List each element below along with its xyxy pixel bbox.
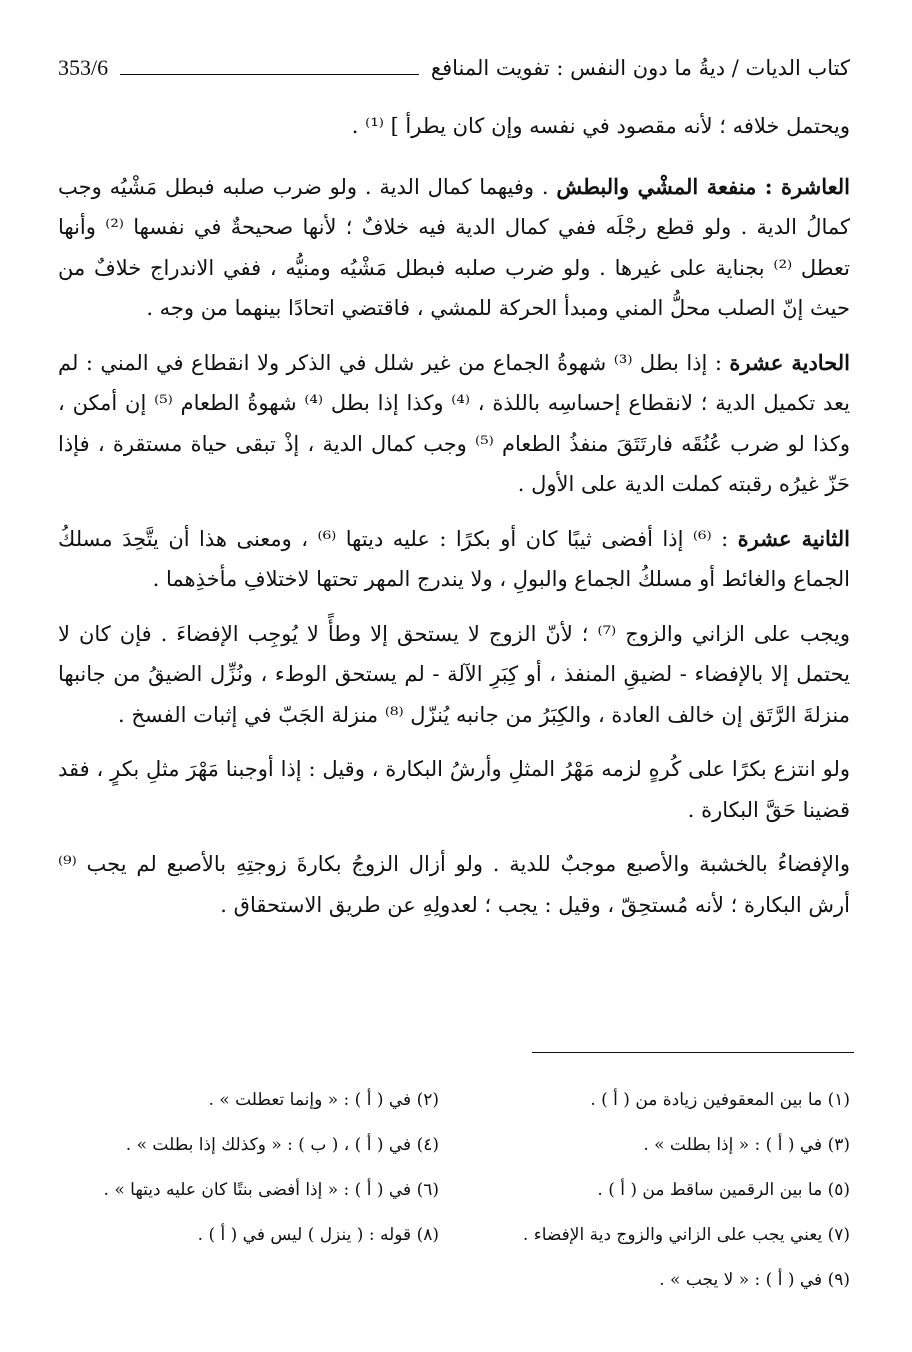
footnote: (٢) في ( أ ) : « وإنما تعطلت » . (208, 1090, 439, 1110)
footnote: (٣) في ( أ ) : « إذا بطلت » . (643, 1135, 850, 1155)
footnote: (٩) في ( أ ) : « لا يجب » . (659, 1270, 850, 1290)
paragraph-text: ويجب على الزاني والزوج ⁽⁷⁾ ؛ لأنّ الزوج لا يستحق إلا وطأً لا يُوجِب الإفضاءَ . فإن كان لا يحتمل إلا بالإفضاء - لضيقِ المنفذ ، أو كِبَرِ الآلة - لم يستحق الوطء ، ونُزِّل الضيقُ من جانبها منزلةَ الرَّتَق إن خالف العادة ، والكِبَرُ من جانبه يُنزّل ⁽⁸⁾ منزلة الجَبّ في إثبات الفسخ . (58, 621, 850, 727)
main-text (58, 106, 850, 939)
paragraph (58, 614, 850, 736)
page-header (58, 50, 850, 86)
section-heading: الحادية عشرة (729, 349, 850, 375)
footnote: (٥) ما بين الرقمين ساقط من ( أ ) . (597, 1180, 850, 1200)
footnote: (٦) في ( أ ) : « إذا أفضى بنتًا كان عليه ديتها » . (103, 1180, 439, 1200)
paragraph-text: والإفضاءُ بالخشبة والأصبع موجبٌ للدية . ولو أزال الزوجُ بكارةَ زوجتِهِ بالأصبع لم يجب ⁽⁹⁾ أرش البكارة ؛ لأنه مُستحِقّ ، وقيل : يجب ؛ لعدولِهِ عن طريق الاستحقاق . (58, 852, 850, 917)
footnote: (٤) في ( أ ) ، ( ب ) : « وكذلك إذا بطلت » . (125, 1135, 439, 1155)
footnote-separator (532, 1052, 854, 1053)
paragraph (58, 519, 850, 600)
footnote: (٧) يعني يجب على الزاني والزوج دية الإفضاء . (522, 1225, 850, 1245)
section-heading: الثانية عشرة (737, 525, 851, 551)
section-heading: العاشرة : منفعة المشْي والبطش (556, 173, 850, 199)
paragraph-text: : ⁽⁶⁾ إذا أفضى ثيبًا كان أو بكرًا : عليه ديتها ⁽⁶⁾ ، ومعنى هذا أن يتَّحِدَ مسلكُ الجماع والغائط أو مسلكُ الجماع والبولِ ، ولا يندرج المهر تحتها لاختلافِ مأخذِهما . (58, 526, 850, 591)
running-title: كتاب الديات / ديةُ ما دون النفس : تفويت المنافع (430, 56, 850, 80)
paragraph (58, 343, 850, 505)
paragraph (58, 749, 850, 830)
page-number: 353/6 (58, 55, 109, 80)
footnote: (١) ما بين المعقوفين زيادة من ( أ ) . (590, 1090, 850, 1110)
paragraph-text: . وفيهما كمال الدية . ولو ضرب صلبه فبطل مَشْيُه وجب كمالُ الدية . ولو قطع رجْلَه ففي كمال الدية فيه خلافٌ ؛ لأنها صحيحةٌ في نفسها ⁽²⁾ وأنها تعطل ⁽²⁾ بجناية على غيرها . ولو ضرب صلبه فبطل مَشْيُه ومنيُّه ، ففي الاندراج خلافٌ من حيث إنّ الصلب محلُّ المني ومبدأ الحركة للمشي ، فاقتضي اتحادًا بينهما من وجه . (58, 174, 851, 320)
footnotes (58, 1078, 850, 1303)
paragraph-text: : إذا بطل ⁽³⁾ شهوةُ الجماع من غير شلل في الذكر ولا انقطاع في المني : لم يعد تكميل الدية ؛ لانقطاع إحساسِه باللذة ، ⁽⁴⁾ وكذا إذا بطل ⁽⁴⁾ شهوةُ الطعام ⁽⁵⁾ إن أمكن ، وكذا لو ضرب عُنُقَه فارتَتَقَ منفذُ الطعام ⁽⁵⁾ وجب كمال الدية ، إذْ تبقى حياة مستقرة ، فإذا حَزّ غيرُه رقبته كملت الدية على الأول . (58, 350, 851, 496)
footnote: (٨) قوله : ( ينزل ) ليس في ( أ ) . (197, 1225, 439, 1245)
paragraph (58, 844, 850, 925)
paragraph-text: ولو انتزع بكرًا على كُرهٍ لزمه مَهْرُ المثلِ وأرشُ البكارة ، وقيل : إذا أوجبنا مَهْرَ مثلِ بكرٍ ، فقد قضينا حَقَّ البكارة . (58, 757, 850, 822)
header-rule (120, 74, 419, 75)
paragraph-text: ويحتمل خلافه ؛ لأنه مقصود في نفسه وإن كان يطرأ ] ⁽¹⁾ . (351, 114, 850, 138)
paragraph (58, 167, 850, 329)
paragraph (58, 106, 850, 147)
